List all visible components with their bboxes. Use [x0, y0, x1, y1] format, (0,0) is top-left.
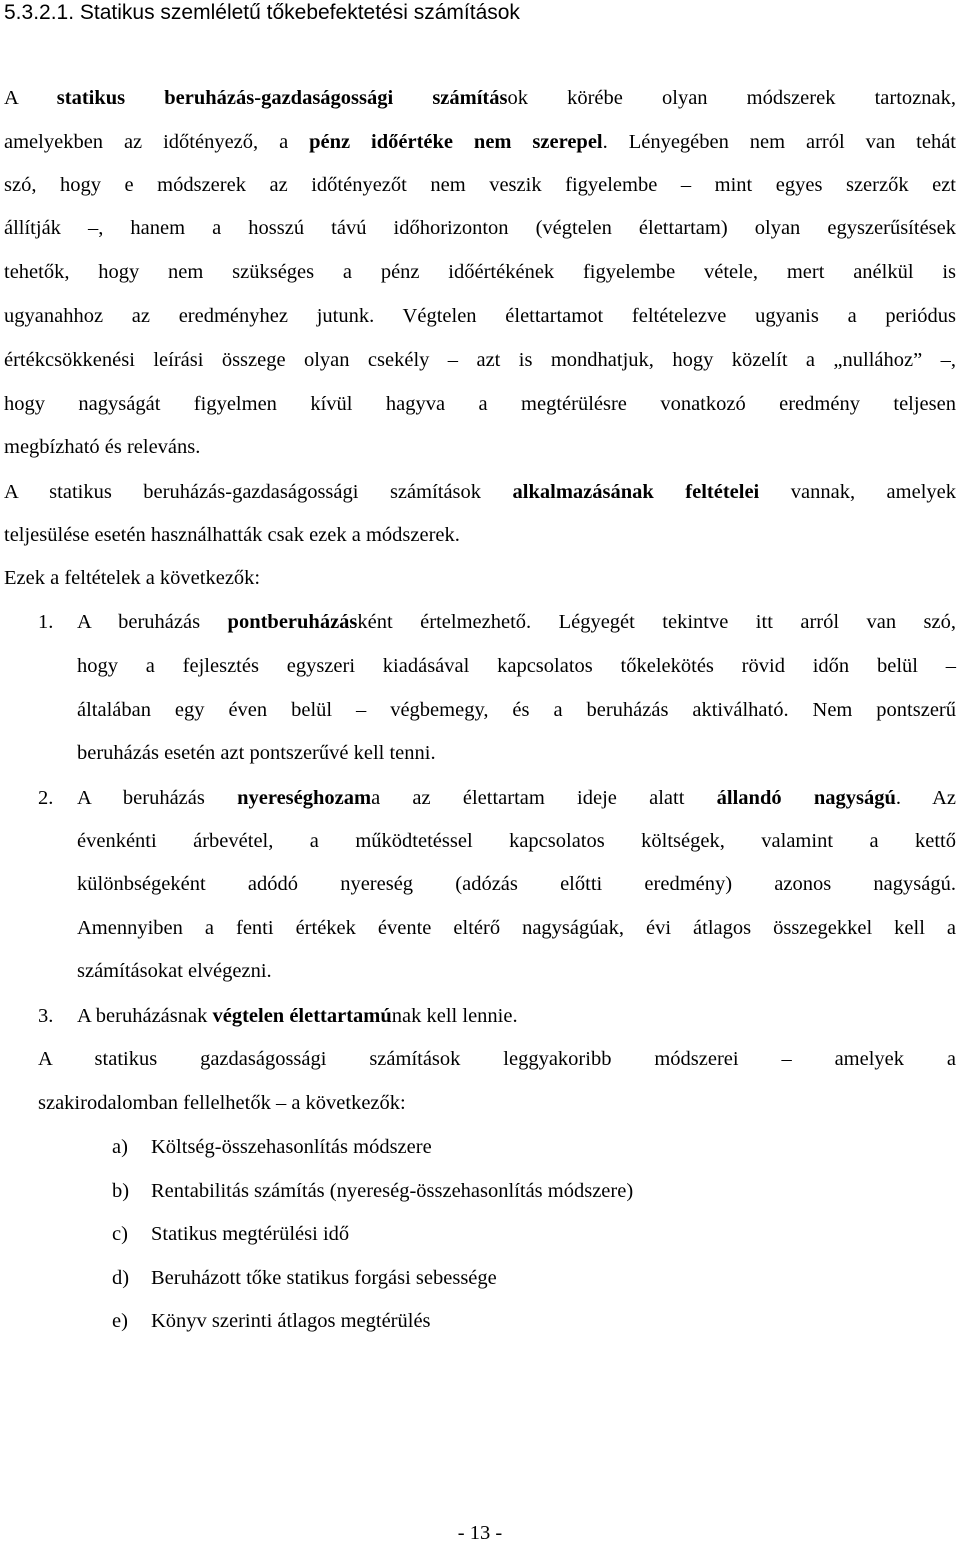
paragraph-1-line-3: szó, hogy e módszerek az időtényezőt nem veszik figyelembe – mint egyes szerzők ezt — [4, 174, 956, 196]
item-2-line-2: évenkénti árbevétel, a működtetéssel kapcsolatos költségek, valamint a kettő — [77, 830, 956, 852]
bold-text: alkalmazásának feltételei — [512, 481, 760, 503]
text: vannak, amelyek — [759, 481, 956, 503]
method-item: Rentabilitás számítás (nyereség-összehasonlítás módszere) — [151, 1180, 634, 1202]
item-3-line-1 — [77, 1002, 956, 1030]
bold-text: végtelen élettartamú — [212, 1005, 392, 1027]
method-item: Költség-összehasonlítás módszere — [151, 1136, 432, 1158]
bold-text: állandó nagyságú — [716, 787, 896, 809]
section-heading: 5.3.2.1. Statikus szemléletű tőkebefektetési számítások — [4, 1, 520, 24]
item-2-line-1 — [77, 784, 956, 812]
item-2-line-5: számításokat elvégezni. — [77, 960, 272, 982]
paragraph-1-line-9: megbízható és releváns. — [4, 436, 201, 458]
method-letter: a) — [112, 1136, 128, 1158]
text: A beruházás — [77, 787, 238, 809]
list-number: 3. — [38, 1005, 54, 1027]
paragraph-1-line-1 — [4, 84, 956, 112]
item-1-line-1 — [77, 608, 956, 636]
method-letter: e) — [112, 1310, 128, 1332]
item-1-line-3: általában egy éven belül – végbemegy, és a beruházás aktiválható. Nem pontszerű — [77, 699, 956, 721]
paragraph-1-line-8: hogy nagyságát figyelmen kívül hagyva a megtérülésre vonatkozó eredmény teljesen — [4, 393, 956, 415]
paragraph-1-line-2 — [4, 128, 956, 156]
method-letter: b) — [112, 1180, 130, 1202]
text: A beruházásnak — [77, 1005, 213, 1027]
item-1-line-2: hogy a fejlesztés egyszeri kiadásával kapcsolatos tőkelekötés rövid időn belül – — [77, 655, 956, 677]
item-1-line-4: beruházás esetén azt pontszerűvé kell tenni. — [77, 742, 436, 764]
text: A — [4, 87, 57, 109]
list-number: 1. — [38, 611, 54, 633]
bold-text: nyereséghozam — [237, 787, 372, 809]
bold-text: pontberuházás — [227, 611, 358, 633]
paragraph-1-line-4: állítják –, hanem a hosszú távú időhorizonton (végtelen élettartam) olyan egyszerűsítések — [4, 217, 956, 239]
text: a az élettartam ideje alatt — [371, 787, 717, 809]
paragraph-1-line-5: tehetők, hogy nem szükséges a pénz időértékének figyelembe vétele, mert anélkül is — [4, 261, 956, 283]
paragraph-1-line-7: értékcsökkenési leírási összege olyan csekély – azt is mondhatjuk, hogy közelít a „nullához” –, — [4, 349, 956, 371]
item-2-line-4: Amennyiben a fenti értékek évente eltérő nagyságúak, évi átlagos összegekkel kell a — [77, 917, 956, 939]
page-number: - 13 - — [457, 1522, 503, 1544]
text: A statikus beruházás-gazdaságossági számítások — [4, 481, 513, 503]
method-letter: d) — [112, 1267, 130, 1289]
text: nak kell lennie. — [391, 1005, 518, 1027]
text: . Az — [895, 787, 957, 809]
paragraph-2-line-3: Ezek a feltételek a következők: — [4, 567, 261, 589]
method-item: Statikus megtérülési idő — [151, 1223, 350, 1245]
text: amelyekben az időtényező, a — [4, 131, 310, 153]
text: ok körébe olyan módszerek tartoznak, — [507, 87, 956, 109]
paragraph-2-line-1 — [4, 478, 956, 506]
bold-text: statikus beruházás-gazdaságossági számítás — [56, 87, 508, 109]
paragraph-3-line-2: szakirodalomban fellelhetők – a következők: — [38, 1092, 406, 1114]
paragraph-3-line-1: A statikus gazdaságossági számítások leggyakoribb módszerei – amelyek a — [38, 1048, 956, 1070]
item-2-line-3: különbségeként adódó nyereség (adózás előtti eredmény) azonos nagyságú. — [77, 873, 956, 895]
method-item: Beruházott tőke statikus forgási sebessége — [151, 1267, 497, 1289]
method-item: Könyv szerinti átlagos megtérülés — [151, 1310, 431, 1332]
list-number: 2. — [38, 787, 54, 809]
text: . Lényegében nem arról van tehát — [602, 131, 956, 153]
paragraph-2-line-2: teljesülése esetén használhatták csak ezek a módszerek. — [4, 524, 460, 546]
bold-text: pénz időértéke nem szerepel — [309, 131, 603, 153]
text: ként értelmezhető. Légyegét tekintve itt arról van szó, — [357, 611, 956, 633]
text: A beruházás — [77, 611, 228, 633]
paragraph-1-line-6: ugyanahhoz az eredményhez jutunk. Végtelen élettartamot feltételezve ugyanis a periódus — [4, 305, 956, 327]
method-letter: c) — [112, 1223, 128, 1245]
